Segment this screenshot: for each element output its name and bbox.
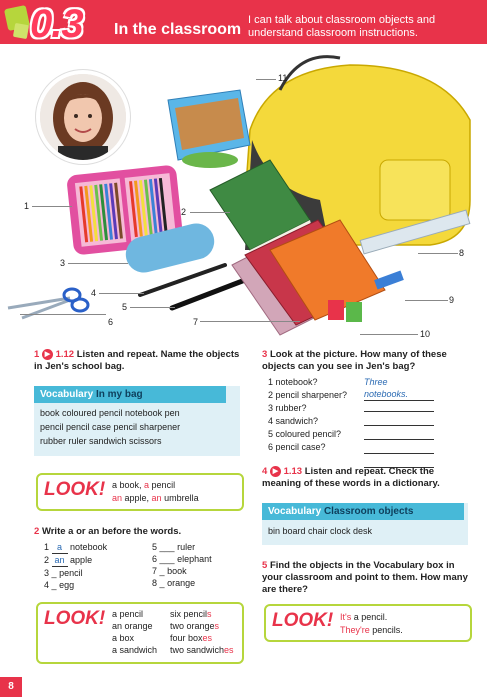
exercise-3-questions [268,376,347,454]
label-leader-line [405,300,448,301]
look-text: six pencils [170,609,212,619]
plural-list [170,608,234,656]
singular-list [112,608,157,656]
question-item: 6 pencil case? [268,442,326,452]
look-text: apple, [122,493,152,503]
track-number: 1.12 [55,349,75,361]
look-text: a sandwich [112,645,158,655]
vocabulary-line: bin board chair clock desk [268,526,373,536]
exercise-2-column-2 [152,541,212,589]
exercise-2-instruction [34,526,181,538]
vocabulary-line: rubber ruler sandwich scissors [40,436,162,446]
label-leader-line [99,293,144,294]
look-text: a box [112,633,135,643]
label-leader-line [68,263,128,264]
exercise-4-instruction [262,466,474,490]
look-text: a pencil [112,609,144,619]
answer-blank[interactable]: _ [51,580,57,590]
look-text: a book, [112,480,145,490]
label-leader-line [32,206,72,207]
list-item: 1 a notebook [44,542,108,552]
vocabulary-line: pencil pencil case pencil sharpener [40,422,181,432]
look-text: four boxes [170,633,213,643]
question-item: 3 rubber? [268,403,307,413]
instruction-text: Find the objects in the Vocabulary box in your classroom and point to them. How many are there? [262,560,468,595]
track-number: 1.13 [283,466,303,478]
exercise-number: 5 [262,560,268,571]
lesson-number: 0.3 [30,2,83,46]
vocabulary-label: Vocabulary [268,506,322,517]
answer-line[interactable] [364,430,434,443]
question-item: 2 pencil sharpener? [268,390,348,400]
answer-line[interactable] [364,444,434,457]
label-leader-line [418,253,458,254]
vocabulary-heading [262,503,464,520]
list-item: 2 an apple [44,555,93,565]
list-item: 7 _ book [152,566,187,576]
answer-blank[interactable]: an [52,554,68,567]
look-box-articles [36,473,244,511]
list-item: 3 _ pencil [44,568,83,578]
example-answer: Three notebooks. [364,376,434,401]
question-item: 1 notebook? [268,377,318,387]
exercise-5-instruction [262,560,474,596]
look-text: pencil [149,480,176,490]
picture-label: 5 [122,302,128,312]
list-item: 8 _ orange [152,578,196,588]
vocabulary-title: Classroom objects [323,506,414,517]
label-leader-line [190,212,230,213]
answer-blank[interactable]: _ [51,568,57,578]
answer-blank[interactable]: a [52,541,68,554]
look-box-plurals [36,602,244,664]
header-decoration [13,23,29,39]
look-highlight: a [144,480,150,490]
look-example [112,479,175,491]
instruction-text: Listen and repeat. Name the objects in Jen's school bag. [34,349,240,373]
audio-icon[interactable]: ▶ [270,466,281,477]
lesson-objective: I can talk about classroom objects and understand classroom instructions. [248,14,436,39]
page-number: 8 [0,677,22,697]
vocabulary-box-in-my-bag [34,386,240,456]
list-item: 4 _ egg [44,580,75,590]
look-highlight: an [151,493,162,503]
look-highlight: an [112,493,123,503]
exercise-number: 3 [262,349,268,360]
exercise-number: 2 [34,526,40,537]
question-item: 5 coloured pencil? [268,429,342,439]
picture-label: 1 [24,201,30,211]
exercise-number: 4 [262,466,268,478]
look-box-its-theyre [264,604,472,642]
picture-label: 10 [420,329,431,339]
answer-blank[interactable]: ___ [159,542,175,552]
instruction-text: Write a or an before the words. [41,526,182,537]
answer-blank[interactable]: _ [159,578,165,588]
list-item: 5 ___ ruler [152,542,196,552]
lesson-title: In the classroom [114,21,242,38]
label-leader-line [130,307,175,308]
exercise-2-column-1 [44,541,107,591]
answer-line[interactable] [364,402,434,415]
look-text: two sandwiches [170,645,234,655]
vocabulary-label: Vocabulary [40,389,94,400]
picture-label: 4 [91,288,97,298]
instruction-text: Look at the picture. How many of these objects can you see in Jen's bag? [262,349,447,372]
look-example [112,492,199,504]
look-logo: LOOK! [44,479,106,500]
label-leader-line [20,314,106,315]
label-leader-line [200,321,300,322]
picture-label: 9 [449,295,455,305]
question-item: 4 sandwich? [268,416,319,426]
exercise-number: 1 [34,349,40,361]
look-logo: LOOK! [44,608,106,629]
instruction-text: Listen and repeat. Check the meaning of these words in a dictionary. [262,466,440,490]
vocabulary-line: book coloured pencil notebook pen [40,408,180,418]
picture-label: 8 [459,248,465,258]
answer-blank[interactable]: _ [159,566,165,576]
picture-label: 11 [278,73,288,83]
look-example: They're pencils. [340,625,403,635]
exercise-3-answers [364,376,434,472]
look-logo: LOOK! [272,610,334,631]
vocabulary-box-classroom-objects [262,503,468,545]
look-text: an orange [112,621,153,631]
label-leader-line [360,334,418,335]
answer-line[interactable] [364,416,434,429]
picture-label: 2 [181,207,187,217]
look-example: It's a pencil. [340,612,388,622]
picture-label: 7 [193,317,199,327]
vocabulary-title: In my bag [95,389,143,400]
list-item: 6 ___ elephant [152,554,212,564]
look-text: umbrella [161,493,199,503]
school-bag-illustration [0,50,487,350]
picture-label: 3 [60,258,66,268]
vocabulary-heading [34,386,226,403]
exercise-1-instruction [34,349,246,373]
look-text: two oranges [170,621,220,631]
label-leader-line [256,79,276,80]
exercise-3-instruction [262,349,474,373]
answer-blank[interactable]: ___ [159,554,175,564]
picture-label: 6 [108,317,114,327]
audio-icon[interactable]: ▶ [42,349,53,360]
